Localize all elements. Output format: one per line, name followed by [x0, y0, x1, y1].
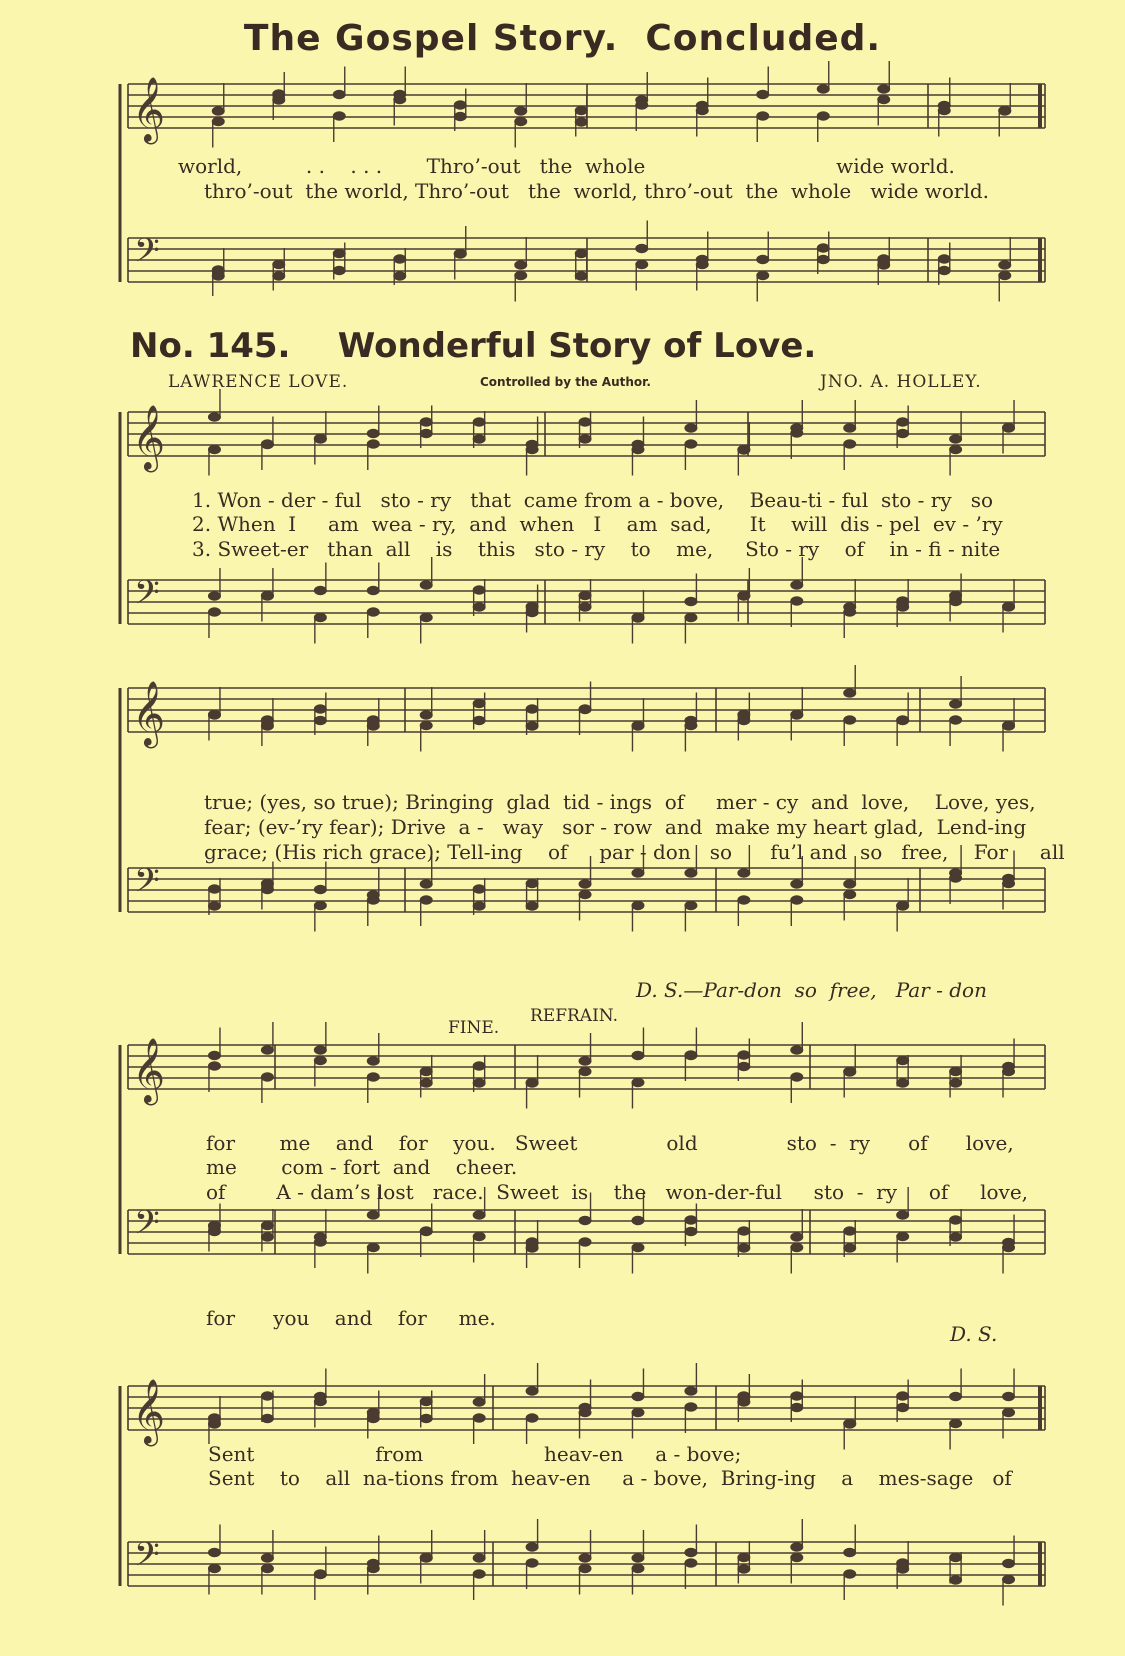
note-head: [757, 90, 769, 98]
note-head: [1003, 423, 1015, 431]
note-head: [261, 1046, 273, 1054]
note-head: [1003, 1067, 1015, 1075]
note-head: [999, 261, 1011, 269]
note-head: [314, 716, 326, 724]
note-head: [420, 1227, 432, 1235]
note-head: [575, 106, 587, 114]
lyric-line: 2. When I am wea - ry, and when I am sad, It will dis - pel ev - ’ry: [192, 512, 1003, 536]
note-head: [314, 434, 326, 442]
note-head: [844, 716, 856, 724]
note-head: [420, 711, 432, 719]
note-head: [367, 1073, 379, 1081]
bass-clef: 𝄢: [134, 574, 160, 620]
note-head: [791, 1073, 803, 1081]
note-head: [757, 112, 769, 120]
note-head: [685, 424, 697, 432]
note-head: [473, 902, 485, 910]
note-head: [757, 255, 769, 263]
treble-clef: 𝄞: [132, 77, 166, 142]
note-head: [473, 435, 485, 443]
lyric-line: grace; (His rich grace); Tell-ing of par - don so fu’l and so free, For all: [204, 840, 1065, 864]
note-head: [526, 1559, 538, 1567]
note-head: [791, 1243, 803, 1251]
lyric-line: world, . . . . . Thro’-out the whole wide world.: [178, 154, 955, 178]
bass-clef: 𝄢: [134, 1536, 160, 1582]
note-head: [208, 1051, 220, 1059]
note-head: [261, 591, 273, 599]
note-head: [1003, 1408, 1015, 1416]
note-head: [261, 1073, 273, 1081]
note-head: [696, 106, 708, 114]
note-head: [685, 440, 697, 448]
note-head: [208, 608, 220, 616]
note-head: [526, 1543, 538, 1551]
note-head: [897, 1232, 909, 1240]
treble-clef: 𝄞: [132, 681, 166, 746]
note-head: [632, 1564, 644, 1572]
note-head: [897, 1403, 909, 1411]
note-head: [738, 1062, 750, 1070]
note-head: [394, 255, 406, 263]
note-head: [897, 901, 909, 909]
note-head: [938, 106, 950, 114]
note-head: [208, 885, 220, 893]
note-head: [473, 1554, 485, 1562]
note-head: [738, 869, 750, 877]
note-head: [526, 1414, 538, 1422]
lyric-line: 3. Sweet-er than all is this sto - ry to me, Sto - ry of in - fi - nite: [192, 537, 1001, 561]
note-head: [526, 705, 538, 713]
note-head: [844, 440, 856, 448]
note-head: [261, 1414, 273, 1422]
note-head: [367, 586, 379, 594]
note-head: [632, 1554, 644, 1562]
note-head: [632, 445, 644, 453]
note-head: [314, 885, 326, 893]
note-head: [1003, 1575, 1015, 1583]
note-head: [212, 266, 224, 274]
note-head: [526, 602, 538, 610]
note-head: [367, 608, 379, 616]
note-head: [579, 1238, 591, 1246]
note-head: [473, 586, 485, 594]
lyric-line: me com - fort and cheer.: [206, 1155, 518, 1179]
note-head: [844, 890, 856, 898]
fine-mark: FINE.: [448, 1018, 500, 1038]
lyric-line: Sent to all na-tions from heav-en a - bove, Bring-ing a mes-sage of: [208, 1466, 1012, 1490]
note-head: [367, 429, 379, 437]
note-head: [636, 260, 648, 268]
note-head: [333, 90, 345, 98]
note-head: [791, 710, 803, 718]
note-head: [844, 1570, 856, 1578]
note-head: [420, 581, 432, 589]
note-head: [579, 418, 591, 426]
note-head: [950, 1233, 962, 1241]
note-head: [950, 716, 962, 724]
note-head: [950, 1553, 962, 1561]
note-head: [515, 261, 527, 269]
note-head: [367, 896, 379, 904]
note-head: [632, 901, 644, 909]
bass-clef: 𝄢: [134, 1204, 160, 1250]
lyric-line: true; (yes, so true); Bringing glad tid - ings of mer - cy and love, Love, yes,: [204, 790, 1036, 814]
note-head: [1003, 1243, 1015, 1251]
note-head: [208, 1548, 220, 1556]
note-head: [685, 613, 697, 621]
note-head: [261, 440, 273, 448]
note-head: [632, 1408, 644, 1416]
note-head: [950, 1067, 962, 1075]
lyric-line: 1. Won - der - ful sto - ry that came from a - bove, Beau-ti - ful sto - ry so: [192, 488, 994, 512]
note-head: [579, 1216, 591, 1224]
note-head: [685, 1548, 697, 1556]
note-head: [1003, 721, 1015, 729]
note-head: [526, 1238, 538, 1246]
note-head: [685, 721, 697, 729]
note-head: [950, 591, 962, 599]
note-head: [261, 1392, 273, 1400]
note-head: [897, 418, 909, 426]
note-head: [367, 1564, 379, 1572]
note-head: [314, 1397, 326, 1405]
note-head: [273, 272, 285, 280]
note-head: [738, 445, 750, 453]
note-head: [950, 1079, 962, 1087]
note-head: [791, 581, 803, 589]
note-head: [844, 880, 856, 888]
note-head: [473, 699, 485, 707]
note-head: [685, 597, 697, 605]
note-head: [526, 879, 538, 887]
note-head: [938, 266, 950, 274]
treble-clef: 𝄞: [132, 1038, 166, 1103]
note-head: [333, 249, 345, 257]
note-head: [579, 705, 591, 713]
note-head: [738, 1227, 750, 1235]
note-head: [473, 1211, 485, 1219]
note-head: [314, 705, 326, 713]
note-head: [367, 1408, 379, 1416]
note-head: [454, 112, 466, 120]
note-head: [791, 880, 803, 888]
note-head: [314, 901, 326, 909]
note-head: [575, 249, 587, 257]
note-head: [791, 1403, 803, 1411]
note-head: [208, 413, 220, 421]
note-head: [420, 1414, 432, 1422]
note-head: [738, 1051, 750, 1059]
note-head: [526, 1078, 538, 1086]
note-head: [950, 1392, 962, 1400]
note-head: [208, 1564, 220, 1572]
note-head: [685, 1403, 697, 1411]
note-head: [897, 1559, 909, 1567]
note-head: [515, 107, 527, 115]
note-head: [454, 101, 466, 109]
lyric-line: of A - dam’s lost race. Sweet is the won-der-ful sto - ry of love,: [206, 1180, 1029, 1204]
note-head: [738, 1244, 750, 1252]
note-head: [394, 272, 406, 280]
note-head: [738, 896, 750, 904]
note-head: [844, 1419, 856, 1427]
note-head: [579, 435, 591, 443]
note-head: [844, 1548, 856, 1556]
lyricist-credit: LAWRENCE LOVE.: [168, 372, 349, 392]
note-head: [526, 1387, 538, 1395]
note-head: [208, 592, 220, 600]
treble-clef: 𝄞: [132, 405, 166, 470]
note-head: [738, 710, 750, 718]
note-head: [575, 118, 587, 126]
note-head: [791, 429, 803, 437]
note-head: [632, 869, 644, 877]
note-head: [333, 266, 345, 274]
note-head: [454, 249, 466, 257]
note-head: [579, 1408, 591, 1416]
note-head: [1003, 1392, 1015, 1400]
note-head: [208, 710, 220, 718]
note-head: [420, 880, 432, 888]
note-head: [314, 586, 326, 594]
note-head: [632, 1216, 644, 1224]
note-head: [950, 435, 962, 443]
note-head: [950, 1216, 962, 1224]
note-head: [791, 597, 803, 605]
note-head: [515, 271, 527, 279]
ds-mark: D. S.: [950, 1322, 998, 1346]
note-head: [367, 1211, 379, 1219]
note-head: [636, 101, 648, 109]
note-head: [579, 1554, 591, 1562]
note-head: [420, 896, 432, 904]
note-head: [473, 1398, 485, 1406]
note-head: [897, 1079, 909, 1087]
refrain-mark: REFRAIN.: [530, 1006, 618, 1026]
note-head: [420, 429, 432, 437]
note-head: [473, 603, 485, 611]
note-head: [420, 1397, 432, 1405]
note-head: [420, 613, 432, 621]
note-head: [261, 1233, 273, 1241]
note-head: [473, 1079, 485, 1087]
note-head: [844, 608, 856, 616]
note-head: [367, 1057, 379, 1065]
note-head: [685, 1559, 697, 1567]
note-head: [685, 901, 697, 909]
treble-clef: 𝄞: [132, 1379, 166, 1444]
note-head: [817, 255, 829, 263]
note-head: [420, 1079, 432, 1087]
note-head: [738, 1565, 750, 1573]
note-head: [897, 1392, 909, 1400]
note-head: [791, 1543, 803, 1551]
note-head: [878, 95, 890, 103]
note-head: [579, 603, 591, 611]
note-head: [738, 1392, 750, 1400]
note-head: [897, 1056, 909, 1064]
note-head: [738, 591, 750, 599]
note-head: [632, 613, 644, 621]
note-head: [367, 1243, 379, 1251]
note-head: [526, 445, 538, 453]
note-head: [938, 255, 950, 263]
ds-lyric: D. S.—Par-don so free, Par - don: [636, 978, 987, 1002]
note-head: [632, 1243, 644, 1251]
note-head: [333, 112, 345, 120]
note-head: [579, 1067, 591, 1075]
note-head: [791, 1233, 803, 1241]
composer-credit: JNO. A. HOLLEY.: [820, 372, 982, 392]
note-head: [791, 1046, 803, 1054]
note-head: [261, 1221, 273, 1229]
note-head: [844, 1227, 856, 1235]
hymn-title: No. 145. Wonderful Story of Love.: [130, 326, 817, 366]
note-head: [367, 440, 379, 448]
note-head: [685, 1216, 697, 1224]
note-head: [208, 1414, 220, 1422]
note-head: [1003, 879, 1015, 887]
note-head: [420, 1553, 432, 1561]
note-head: [791, 1392, 803, 1400]
note-head: [897, 1211, 909, 1219]
note-head: [632, 1051, 644, 1059]
section-title: The Gospel Story. Concluded.: [243, 18, 882, 59]
note-head: [473, 1232, 485, 1240]
note-head: [420, 1067, 432, 1075]
note-head: [632, 721, 644, 729]
note-head: [1003, 602, 1015, 610]
note-head: [575, 272, 587, 280]
note-head: [579, 890, 591, 898]
note-head: [999, 271, 1011, 279]
note-head: [579, 591, 591, 599]
note-head: [878, 255, 890, 263]
note-head: [208, 1062, 220, 1070]
note-head: [950, 1576, 962, 1584]
bass-clef: 𝄢: [134, 232, 160, 278]
note-head: [261, 879, 273, 887]
note-head: [685, 1051, 697, 1059]
note-head: [579, 1564, 591, 1572]
note-head: [791, 896, 803, 904]
note-head: [212, 107, 224, 115]
note-head: [473, 1570, 485, 1578]
note-head: [844, 424, 856, 432]
note-head: [1003, 1559, 1015, 1567]
note-head: [685, 869, 697, 877]
note-head: [212, 117, 224, 125]
note-head: [632, 1392, 644, 1400]
lyric-line: thro’-out the world, Thro’-out the world, thro’-out the whole wide world.: [204, 179, 990, 203]
note-head: [515, 117, 527, 125]
lyric-line: for you and for me.: [206, 1306, 496, 1330]
note-head: [685, 1387, 697, 1395]
note-head: [817, 244, 829, 252]
note-head: [950, 1419, 962, 1427]
note-head: [950, 700, 962, 708]
note-head: [526, 722, 538, 730]
rights-notice: Controlled by the Author.: [480, 375, 651, 389]
lyric-line: fear; (ev-’ry fear); Drive a - way sor - row and make my heart glad, Lend-ing: [204, 815, 1027, 839]
note-head: [817, 112, 829, 120]
note-head: [950, 874, 962, 882]
note-head: [473, 885, 485, 893]
note-head: [817, 85, 829, 93]
note-head: [261, 1554, 273, 1562]
note-head: [314, 1238, 326, 1246]
note-head: [844, 1244, 856, 1252]
note-head: [420, 721, 432, 729]
note-head: [757, 271, 769, 279]
note-head: [273, 260, 285, 268]
note-head: [999, 106, 1011, 114]
note-head: [261, 1564, 273, 1572]
note-head: [208, 1221, 220, 1229]
note-head: [314, 1056, 326, 1064]
note-head: [696, 260, 708, 268]
note-head: [208, 445, 220, 453]
note-head: [950, 445, 962, 453]
note-head: [844, 689, 856, 697]
note-head: [314, 613, 326, 621]
note-head: [394, 95, 406, 103]
note-head: [473, 1062, 485, 1070]
note-head: [273, 90, 285, 98]
note-head: [473, 418, 485, 426]
note-head: [878, 85, 890, 93]
note-head: [791, 1553, 803, 1561]
note-head: [473, 1414, 485, 1422]
note-head: [208, 902, 220, 910]
note-head: [367, 716, 379, 724]
lyric-line: for me and for you. Sweet old sto - ry of love,: [206, 1131, 1014, 1155]
note-head: [632, 1078, 644, 1086]
note-head: [420, 418, 432, 426]
note-head: [579, 1057, 591, 1065]
note-head: [897, 597, 909, 605]
note-head: [685, 1227, 697, 1235]
note-head: [738, 1553, 750, 1561]
note-head: [261, 716, 273, 724]
note-head: [897, 429, 909, 437]
note-head: [844, 1067, 856, 1075]
note-head: [314, 1046, 326, 1054]
note-head: [636, 244, 648, 252]
note-head: [473, 716, 485, 724]
note-head: [314, 1570, 326, 1578]
note-head: [897, 716, 909, 724]
note-head: [579, 880, 591, 888]
note-head: [526, 902, 538, 910]
lyric-line: Sent from heav-en a - bove;: [208, 1442, 742, 1466]
bass-clef: 𝄢: [134, 862, 160, 908]
